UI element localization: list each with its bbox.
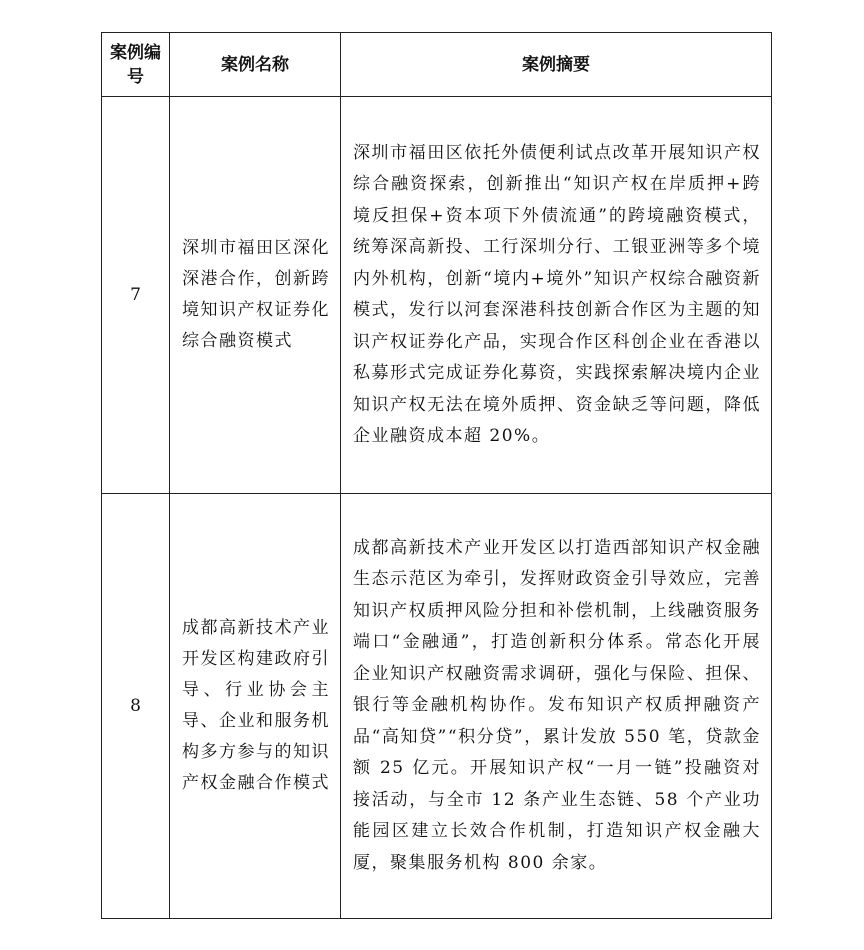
table-row [102,97,772,494]
header-case-name: 案例名称 [170,33,341,97]
case-summary-cell: 深圳市福田区依托外债便利试点改革开展知识产权综合融资探索，创新推出“知识产权在岸质押+跨境反担保+资本项下外债流通”的跨境融资模式，统筹深高新投、工行深圳分行、工银亚洲等多个境内外机构，创新“境内+境外”知识产权综合融资新模式，发行以河套深港科技创新合作区为主题的知识产权证券化产品，实现合作区科创企业在香港以私募形式完成证券化募资，实践探索解决境内企业知识产权无法在境外质押、资金缺乏等问题，降低企业融资成本超 20%。 [341,97,772,494]
header-case-number: 案例编号 [102,33,170,97]
case-summary-cell: 成都高新技术产业开发区以打造西部知识产权金融生态示范区为牵引，发挥财政资金引导效应，完善知识产权质押风险分担和补偿机制，上线融资服务端口“金融通”，打造创新积分体系。常态化开展企业知识产权融资需求调研，强化与保险、担保、银行等金融机构协作。发布知识产权质押融资产品“高知贷”“积分贷”，累计发放 550 笔，贷款金额 25 亿元。开展知识产权“一月一链”投融资对接活动，与全市 12 条产业生态链、58 个产业功能园区建立长效合作机制，打造知识产权金融大厦，聚集服务机构 800 余家。 [341,494,772,919]
case-number-cell: 7 [102,97,170,494]
table-header-row [102,33,772,97]
case-number-cell: 8 [102,494,170,919]
case-table [101,32,772,919]
case-name-cell: 成都高新技术产业开发区构建政府引导、行业协会主导、企业和服务机构多方参与的知识产权金融合作模式 [170,494,341,919]
header-case-summary: 案例摘要 [341,33,772,97]
case-name-cell: 深圳市福田区深化深港合作，创新跨境知识产权证券化综合融资模式 [170,97,341,494]
table-row [102,494,772,919]
